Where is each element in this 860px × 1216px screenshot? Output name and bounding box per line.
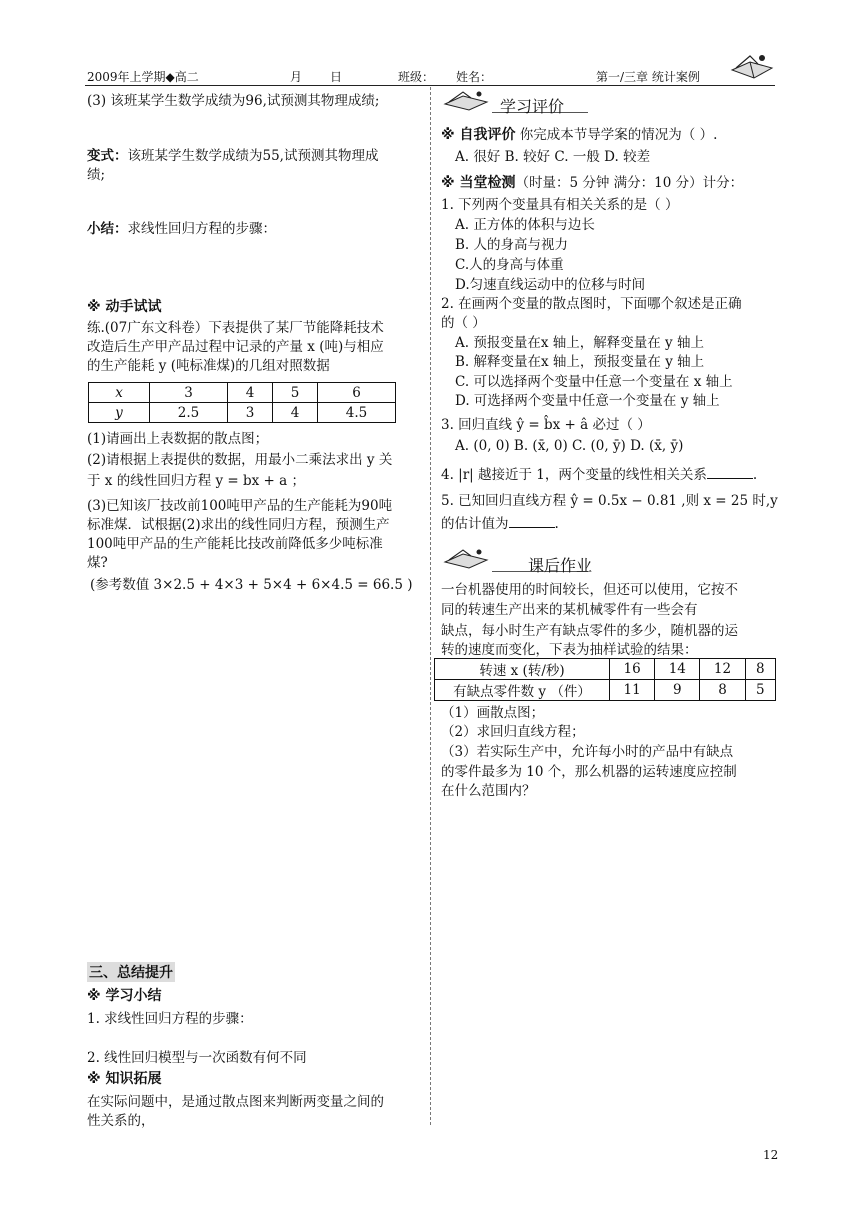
part-3c: 100吨甲产品的生产能耗比技改前降低多少吨标准 [87,536,383,552]
homework-title: 课后作业 [528,556,593,575]
section-3-title: 三、总结提升 [87,962,175,982]
part-2a: (2)请根据上表提供的数据，用最小二乘法求出 y 关 [87,452,393,468]
part-2b: 于 x 的线性回归方程 y = bx + a ； [87,473,305,489]
table-cell: 3 [227,403,272,423]
test-line [441,171,743,192]
part-3d: 煤? [87,555,108,571]
variant-text-2: 绩; [87,167,106,183]
table-cell: 6 [317,383,395,403]
header-term: 2009年上学期◆高二 [87,70,199,84]
table-cell: 4 [272,403,317,423]
question-2-line-1: 2. 在画两个变量的散点图时，下面哪个叙述是正确 [441,296,742,312]
homework-line-2: 同的转速生产出来的某机械零件有一些会有 [441,602,698,618]
homework-line-1: 一台机器使用的时间较长，但还可以使用，它按不 [441,582,738,598]
summary-item-2: 2. 线性回归模型与一次函数有何不同 [87,1050,307,1066]
answer-blank [509,515,555,528]
extend-line-1: 在实际问题中，是通过散点图来判断两变量之间的 [87,1094,384,1110]
question-3: 3. 回归直线 ŷ = b̂x + â 必过（ ） [441,417,651,433]
table-cell: x [89,383,150,403]
homework-task-2: （2）求回归直线方程； [441,724,585,740]
header-class: 班级： [398,70,435,84]
table-cell: 5 [745,680,775,701]
table-cell: 2.5 [150,403,228,423]
table-row [435,659,776,680]
answer-blank [707,466,753,479]
part-3b: 标准煤．试根据(2)求出的线性同归方程，预测生产 [87,517,390,533]
q3-text: (3) 该班某学生数学成绩为96,试预测其物理成绩; [87,93,380,109]
table-row [89,403,396,423]
question-5-line-2 [441,512,559,532]
page-number: 12 [763,1148,779,1162]
table-cell: 有缺点零件数 y （件） [435,680,610,701]
table-cell: 14 [655,659,700,680]
question-2-line-2: 的（ ） [441,315,486,331]
summary-label: 小结： [87,221,128,237]
header-chapter: 第一/三章 统计案例 [596,70,700,84]
table-cell: 4.5 [317,403,395,423]
exercise-line-2: 改造后生产甲产品过程中记录的产量 x (吨)与相应 [87,339,384,355]
header-name: 姓名： [456,70,493,84]
question-5-text: 的估计值为 [441,516,509,532]
question-2-b: B. 解释变量在x 轴上，预报变量在 y 轴上 [455,354,705,370]
header-day: 日 [330,70,343,84]
summary-text: 求线性回归方程的步骤： [127,221,276,237]
book-icon [443,88,493,112]
homework-task-1: （1）画散点图； [441,705,545,721]
table-cell: 8 [745,659,775,680]
homework-task-3b: 的零件最多为 10 个，那么机器的运转速度应控制 [441,764,737,780]
extend-title: ※ 知识拓展 [87,1071,162,1087]
extend-line-2: 性关系的， [87,1113,155,1129]
question-1-a: A. 正方体的体积与边长 [455,217,595,233]
table-cell: 11 [610,680,655,701]
table-cell: y [89,403,150,423]
part-1: (1)请画出上表数据的散点图； [87,431,269,447]
summary-line [87,217,276,237]
production-table [88,382,396,423]
homework-line-4: 转的速度而变化，下表为抽样试验的结果： [441,642,698,658]
question-1-d: D.匀速直线运动中的位移与时间 [455,277,646,293]
study-summary-title: ※ 学习小结 [87,988,162,1004]
homework-task-3c: 在什么范围内？ [441,783,536,799]
eval-title: 学习评价 [500,97,565,116]
try-title: ※ 动手试试 [87,299,162,315]
question-3-options: A. (0, 0) B. (x̄, 0) C. (0, ȳ) D. (x̄, ȳ) [455,438,684,454]
question-2-a: A. 预报变量在x 轴上，解释变量在 y 轴上 [455,335,704,351]
test-info: （时量：5 分钟 满分：10 分）计分： [515,175,744,191]
table-cell: 转速 x (转/秒) [435,659,610,680]
table-cell: 4 [227,383,272,403]
question-2-c: C. 可以选择两个变量中任意一个变量在 x 轴上 [455,374,733,390]
variant-label: 变式： [87,148,128,164]
question-4 [441,463,757,483]
column-divider [430,87,431,1125]
header-month: 月 [290,70,303,84]
table-cell: 12 [700,659,745,680]
variant-text: 该班某学生数学成绩为55,试预测其物理成 [127,148,379,164]
table-cell: 16 [610,659,655,680]
question-5-end: . [554,516,559,532]
summary-item-1: 1. 求线性回归方程的步骤： [87,1011,253,1027]
question-1-c: C.人的身高与体重 [455,257,564,273]
question-4-end: . [752,467,758,483]
question-1-b: B. 人的身高与视力 [455,237,569,253]
book-icon-2 [443,546,493,570]
homework-line-3: 缺点，每小时生产有缺点零件的多少，随机器的运 [441,623,738,639]
header-rule [85,85,775,86]
question-2-d: D. 可选择两个变量中任意一个变量在 y 轴上 [455,393,720,409]
self-eval-label: ※ 自我评价 [441,127,516,143]
defect-table [434,658,776,701]
table-row [435,680,776,701]
question-4-text: 4. |r| 越接近于 1，两个变量的线性相关关系 [441,467,707,483]
book-logo-icon [728,50,776,82]
question-5-line-1: 5. 已知回归直线方程 ŷ = 0.5x − 0.81 ,则 x = 25 时,y [441,493,778,509]
homework-task-3a: （3）若实际生产中，允许每小时的产品中有缺点 [441,744,734,760]
exercise-line-1: 练.(07广东文科卷）下表提供了某厂节能降耗技术 [87,320,384,336]
table-cell: 8 [700,680,745,701]
question-1: 1. 下列两个变量具有相关关系的是（ ） [441,197,679,213]
test-label: ※ 当堂检测 [441,175,516,191]
variant-line [87,144,378,164]
table-row [89,383,396,403]
table-cell: 5 [272,383,317,403]
reference-value: (参考数值 3×2.5 + 4×3 + 5×4 + 6×4.5 = 66.5 ) [90,577,413,593]
self-eval-options: A. 很好 B. 较好 C. 一般 D. 较差 [455,149,651,165]
table-cell: 9 [655,680,700,701]
self-eval-line [441,123,717,144]
self-eval-question: 你完成本节导学案的情况为（ ）. [519,127,718,143]
part-3a: (3)已知该厂技改前100吨甲产品的生产能耗为90吨 [87,498,393,514]
exercise-line-3: 的生产能耗 y (吨标准煤)的几组对照数据 [87,358,330,374]
table-cell: 3 [150,383,228,403]
